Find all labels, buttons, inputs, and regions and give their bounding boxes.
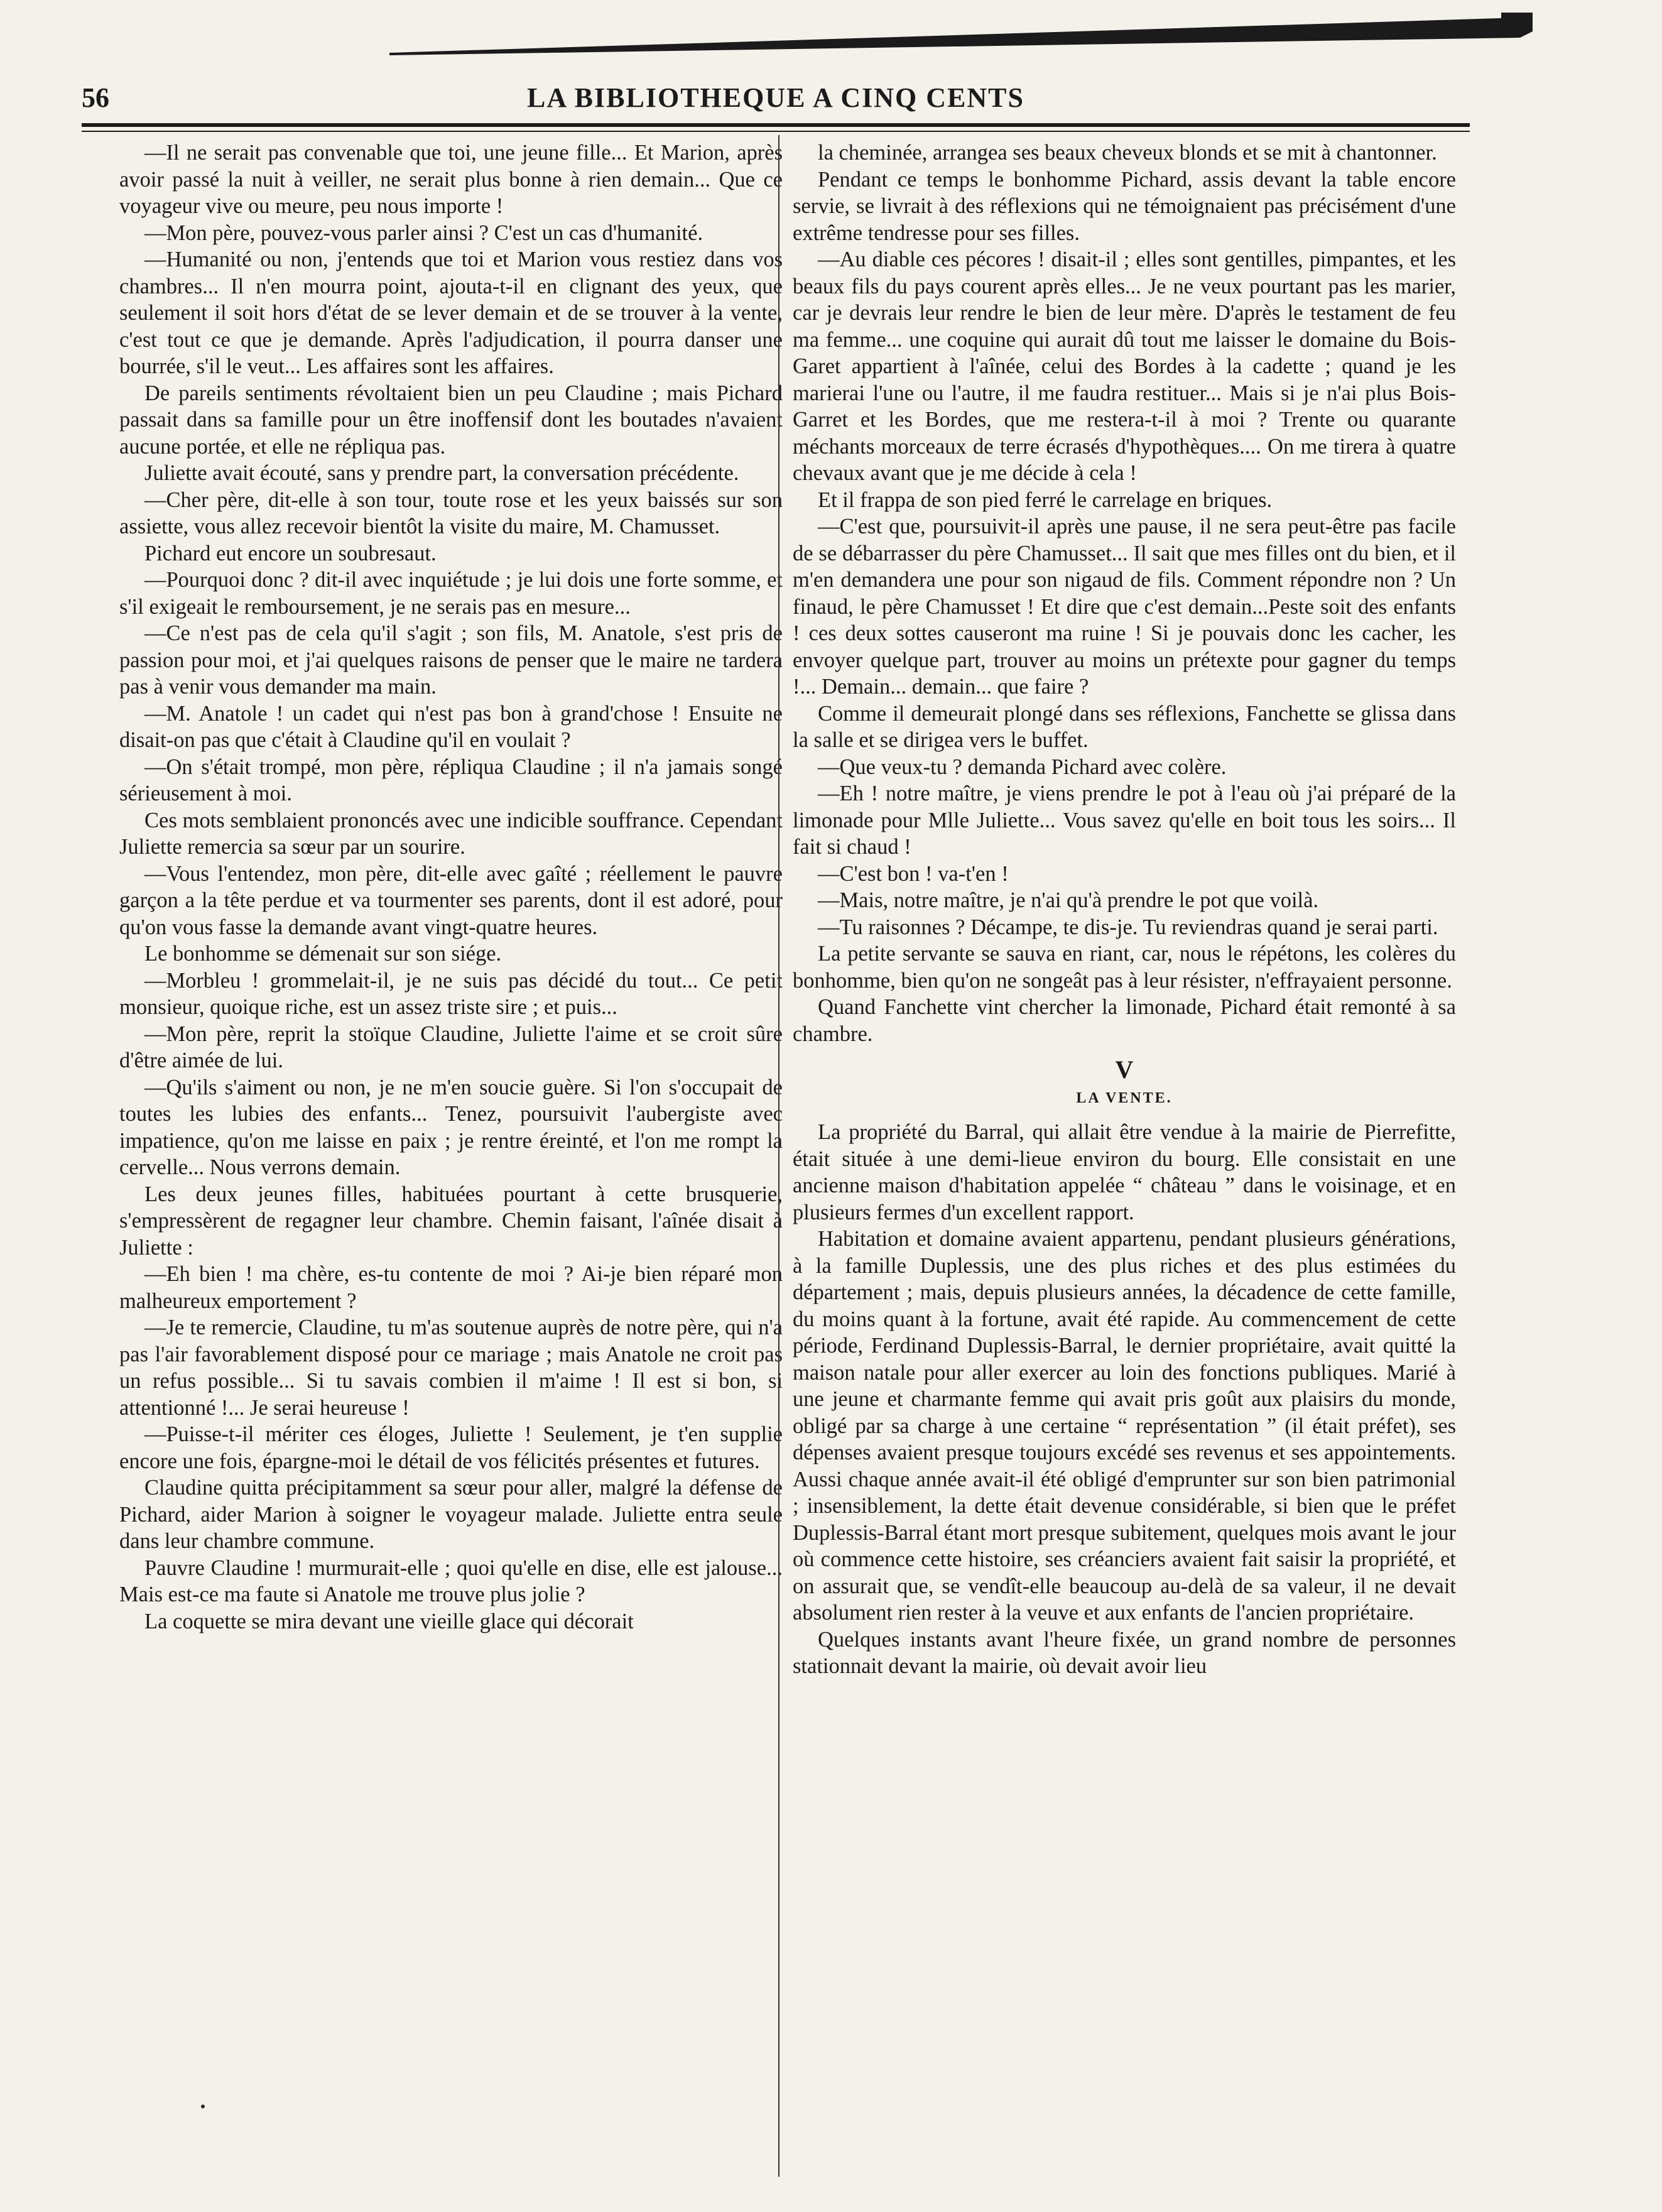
paragraph: —Il ne serait pas convenable que toi, une jeune fille... Et Marion, après avoir passé la nuit à veiller, ne serait plus bonne à rien demain... Que ce voyageur vive ou meure, peu nous importe ! — [119, 141, 783, 218]
left-column — [119, 139, 783, 1635]
paragraph: —Humanité ou non, j'entends que toi et Marion vous restiez dans vos chambres... Il n'en mourra point, ajouta-t-il en clignant des yeux, que seulement il soit hors d'état de se lever demain et de se trouver à la vente, c'est tout ce que je demande. Après l'adjudication, il pourra danser une bourrée, s'il le veut... Les affaires sont les affaires. — [119, 248, 783, 378]
paragraph: Quelques instants avant l'heure fixée, un grand nombre de personnes stationnait devant la mairie, où devait avoir lieu — [793, 1627, 1456, 1678]
paragraph: —Eh bien ! ma chère, es-tu contente de moi ? Ai-je bien réparé mon malheureux emportement ? — [119, 1262, 783, 1313]
header-rule — [82, 123, 1470, 127]
paragraph: —Ce n'est pas de cela qu'il s'agit ; son fils, M. Anatole, s'est pris de passion pour moi, et j'ai quelques raisons de penser que le maire ne tardera pas à venir vous demander ma main. — [119, 621, 783, 699]
paragraph: Quand Fanchette vint chercher la limonade, Pichard était remonté à sa chambre. — [793, 995, 1456, 1046]
page-header — [82, 82, 1470, 119]
paragraph: —Qu'ils s'aiment ou non, je ne m'en soucie guère. Si l'on s'occupait de toutes les lubies des enfants... Tenez, poursuivit l'aubergiste avec impatience, qu'on me laisse en paix ; je rentre éreinté, et l'on me rompt la cervelle... Nous verrons demain. — [119, 1075, 783, 1179]
chapter-title: LA VENTE. — [1076, 1090, 1173, 1106]
paragraph: —C'est que, poursuivit-il après une pause, il ne sera peut-être pas facile de se débarrasser du père Chamusset... Il sait que mes filles ont du bien, et il m'en demandera une pour son nigaud de fils. Comment répondre non ? Un finaud, le père Chamusset ! Et dire que c'est demain...Peste soit des enfants ! ces deux sottes causeront ma ruine ! Si je pouvais donc les cacher, les envoyer quelque part, trouver au moins un prétexte pour gagner du temps !... Demain... demain... que faire ? — [793, 515, 1456, 699]
paragraph: —Mais, notre maître, je n'ai qu'à prendre le pot que voilà. — [818, 888, 1319, 912]
header-rule-thin — [82, 131, 1470, 132]
paragraph: Claudine quitta précipitamment sa sœur pour aller, malgré la défense de Pichard, aider Marion à soigner le voyageur malade. Juliette entra seule dans leur chambre commune. — [119, 1476, 783, 1553]
ink-speck — [201, 2105, 205, 2108]
paragraph: —Que veux-tu ? demanda Pichard avec colère. — [818, 755, 1227, 779]
paragraph: Juliette avait écouté, sans y prendre part, la conversation précédente. — [144, 461, 739, 485]
paragraph: La coquette se mira devant une vieille glace qui décorait — [144, 1609, 634, 1633]
chapter-number: V — [1115, 1055, 1134, 1084]
paragraph: —C'est bon ! va-t'en ! — [818, 861, 1009, 886]
paragraph: Habitation et domaine avaient appartenu, pendant plusieurs générations, à la famille Duplessis, une des plus riches et des plus estimées du département ; mais, depuis plusieurs années, la décadence de cette famille, du moins quant à la fortune, avait été rapide. Au commencement de cette période, Ferdinand Duplessis-Barral, le dernier propriétaire, avait quitté la maison natale pour aller exercer au loin des fonctions publiques. Marié à une jeune et charmante femme qui avait pris goût aux plaisirs du monde, obligé par sa charge à une certaine “ représentation ” (il était préfet), ses dépenses avaient presque toujours excédé ses revenus et ses appointements. Aussi chaque année avait-il été obligé d'emprunter sur son bien patrimonial ; insensiblement, la dette était devenue considérable, si bien que le préfet Duplessis-Barral étant mort presque subitement, quelques mois avant le jour où commence cette histoire, ses créanciers avaient fait saisir la propriété, et on assurait que, se vendît-elle beaucoup au-delà de sa valeur, il ne devait absolument rien rester à la veuve et aux enfants de l'ancien propriétaire. — [793, 1227, 1456, 1625]
paragraph: Comme il demeurait plongé dans ses réflexions, Fanchette se glissa dans la salle et se dirigea vers le buffet. — [793, 701, 1456, 752]
paragraph: Pauvre Claudine ! murmurait-elle ; quoi qu'elle en dise, elle est jalouse... Mais est-ce ma faute si Anatole me trouve plus jolie ? — [119, 1555, 783, 1606]
paragraph: Pichard eut encore un soubresaut. — [144, 541, 437, 565]
column-divider — [778, 135, 779, 2177]
paragraph: —M. Anatole ! un cadet qui n'est pas bon à grand'chose ! Ensuite ne disait-on pas que c'était à Claudine qu'il en voulait ? — [119, 701, 783, 752]
paragraph: Pendant ce temps le bonhomme Pichard, assis devant la table encore servie, se livrait à des réflexions qui ne témoignaient pas précisément d'une extrême tendresse pour ses filles. — [793, 167, 1456, 245]
right-column — [793, 139, 1456, 1680]
paragraph: Et il frappa de son pied ferré le carrelage en briques. — [818, 488, 1273, 512]
paragraph: —Morbleu ! grommelait-il, je ne suis pas décidé du tout... Ce petit monsieur, quoique riche, est un assez triste sire ; et puis... — [119, 968, 783, 1019]
page-number: 56 — [82, 82, 109, 113]
paragraph: La petite servante se sauva en riant, car, nous le répétons, les colères du bonhomme, bien qu'on ne songeât pas à leur résister, n'effrayaient personne. — [793, 942, 1456, 993]
paragraph: —Mon père, reprit la stoïque Claudine, Juliette l'aime et se croit sûre d'être aimée de lui. — [119, 1022, 783, 1072]
paragraph: —Mon père, pouvez-vous parler ainsi ? C'est un cas d'humanité. — [144, 221, 703, 245]
paragraph: —Je te remercie, Claudine, tu m'as soutenue auprès de notre père, qui n'a pas l'air favorablement disposé pour ce mariage ; mais Anatole ne croit pas un refus possible... Si tu savais combien il m'aime ! Il est si bon, si attentionné !... Je serai heureuse ! — [119, 1316, 783, 1420]
right-column-before-chapter — [793, 139, 1456, 1047]
paragraph: —Au diable ces pécores ! disait-il ; elles sont gentilles, pimpantes, et les beaux fils du pays courent après elles... Je ne veux pourtant pas les marier, car je devrais leur rendre le bien de leur mère. D'après le testament de feu ma femme... une coquine qui aurait dû tout me laisser le domaine du Bois-Garet appartient à l'aînée, celui des Bordes à la cadette ; quand je les marierai l'une ou l'autre, il me faudra restituer... Mais si je n'ai plus Bois-Garret et les Bordes, que me restera-t-il à moi ? Trente ou quarante méchants morceaux de terre écrasés d'hypothèques.... On me tirera à quatre chevaux avant que je me décide à cela ! — [793, 248, 1456, 485]
paragraph: —Eh ! notre maître, je viens prendre le pot à l'eau où j'ai préparé de la limonade pour Mlle Juliette... Vous savez qu'elle en boit tous les soirs... Il fait si chaud ! — [793, 782, 1456, 859]
paragraph: la cheminée, arrangea ses beaux cheveux blonds et se mit à chantonner. — [818, 141, 1437, 165]
paragraph: Les deux jeunes filles, habituées pourtant à cette brusquerie, s'empressèrent de regagner leur chambre. Chemin faisant, l'aînée disait à Juliette : — [119, 1182, 783, 1260]
paragraph: Le bonhomme se démenait sur son siége. — [144, 942, 502, 966]
paragraph: —Pourquoi donc ? dit-il avec inquiétude ; je lui dois une forte somme, et s'il exigeait le remboursement, je ne serais pas en mesure... — [119, 568, 783, 619]
top-decorative-rule — [389, 13, 1533, 57]
paragraph: —Puisse-t-il mériter ces éloges, Juliette ! Seulement, je t'en supplie encore une fois, épargne-moi le détail de vos félicités présentes et futures. — [119, 1422, 783, 1473]
paragraph: De pareils sentiments révoltaient bien un peu Claudine ; mais Pichard passait dans sa famille pour un être inoffensif dont les boutades n'avaient aucune portée, et elle ne répliqua pas. — [119, 381, 783, 459]
paragraph: La propriété du Barral, qui allait être vendue à la mairie de Pierrefitte, était située à une demi-lieue environ du bourg. Elle consistait en une ancienne maison d'habitation appelée “ château ” dans le voisinage, et en plusieurs fermes d'un excellent rapport. — [793, 1120, 1456, 1224]
paragraph: —On s'était trompé, mon père, répliqua Claudine ; il n'a jamais songé sérieusement à moi. — [119, 755, 783, 805]
right-column-after-chapter — [793, 1119, 1456, 1680]
paragraph: —Vous l'entendez, mon père, dit-elle avec gaîté ; réellement le pauvre garçon a la tête perdue et va tourmenter ses parents, dont il est adoré, pour qu'on vous fasse la demande avant vingt-quatre heures. — [119, 861, 783, 939]
paragraph: —Tu raisonnes ? Décampe, te dis-je. Tu reviendras quand je serai parti. — [818, 915, 1438, 939]
running-title: LA BIBLIOTHEQUE A CINQ CENTS — [526, 82, 1024, 113]
paragraph: Ces mots semblaient prononcés avec une indicible souffrance. Cependant Juliette remercia sa sœur par un sourire. — [119, 808, 783, 859]
paragraph: —Cher père, dit-elle à son tour, toute rose et les yeux baissés sur son assiette, vous allez recevoir bientôt la visite du maire, M. Chamusset. — [119, 488, 783, 538]
